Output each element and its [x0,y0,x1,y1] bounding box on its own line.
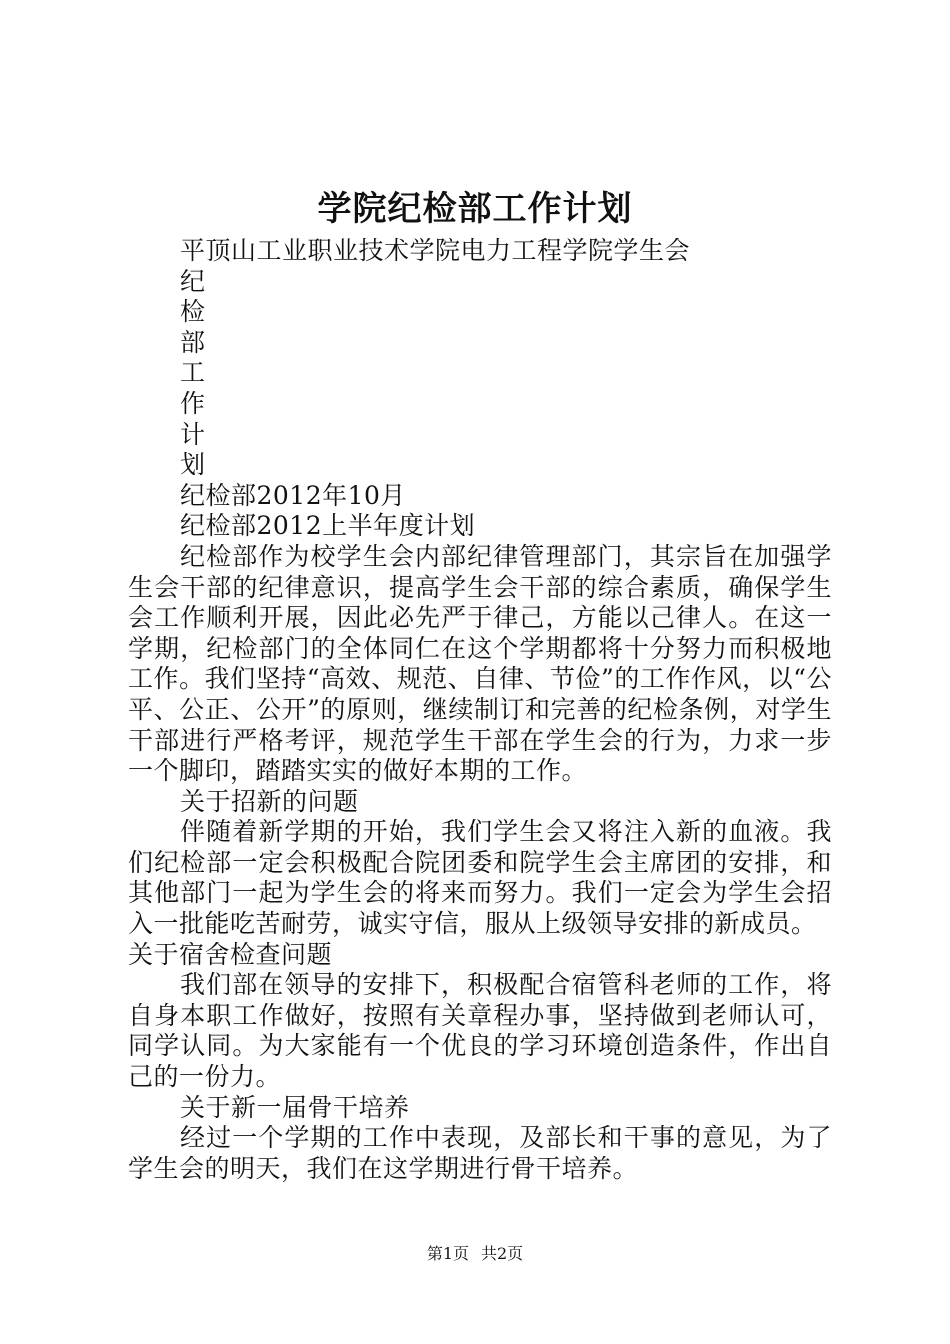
vertical-char: 纪 [180,266,206,296]
vertical-char: 工 [180,358,206,388]
section-heading-backbone: 关于新一届骨干培养 [180,1092,410,1122]
document-body [128,236,832,1184]
document-title: 学院纪检部工作计划 [317,189,633,229]
plan-line: 纪检部2012上半年度计划 [180,511,476,541]
vertical-char: 计 [180,419,206,449]
dormitory-paragraph: 我们部在领导的安排下，积极配合宿管科老师的工作，将自身本职工作做好，按照有关章程办事，坚持做到老师认可，同学认同。为大家能有一个优良的学习环境创造条件，作出自己的一份力。 [128,970,832,1092]
backbone-paragraph: 经过一个学期的工作中表现，及部长和干事的意见，为了学生会的明天，我们在这学期进行骨干培养。 [128,1123,832,1183]
recruitment-paragraph: 伴随着新学期的开始，我们学生会又将注入新的血液。我们纪检部一定会积极配合院团委和院学生会主席团的安排，和其他部门一起为学生会的将来而努力。我们一定会为学生会招入一批能吃苦耐劳，诚实守信，服从上级领导安排的新成员。 [128,817,832,939]
vertical-char: 检 [180,297,206,327]
vertical-char: 划 [180,450,206,480]
org-line: 平顶山工业职业技术学院电力工程学院学生会 [180,236,691,265]
section-heading-dormitory: 关于宿舍检查问题 [128,939,333,969]
page-total: 共2页 [481,1244,524,1263]
vertical-title [128,267,832,481]
intro-paragraph: 纪检部作为校学生会内部纪律管理部门，其宗旨在加强学生会干部的纪律意识，提高学生会干部的综合素质，确保学生会工作顺利开展，因此必先严于律己，方能以己律人。在这一学期，纪检部门的全体同仁在这个学期都将十分努力而积极地工作。我们坚持“高效、规范、自律、节俭”的工作作风，以“公平、公正、公开”的原则，继续制订和完善的纪检条例，对学生干部进行严格考评，规范学生干部在学生会的行为，力求一步一个脚印，踏踏实实的做好本期的工作。 [128,541,832,786]
vertical-char: 部 [180,327,206,357]
date-line: 纪检部2012年10月 [180,480,406,510]
page-footer [0,1243,950,1265]
page-number: 第1页 [426,1244,469,1263]
vertical-char: 作 [180,388,206,418]
section-heading-recruitment: 关于招新的问题 [180,786,359,816]
